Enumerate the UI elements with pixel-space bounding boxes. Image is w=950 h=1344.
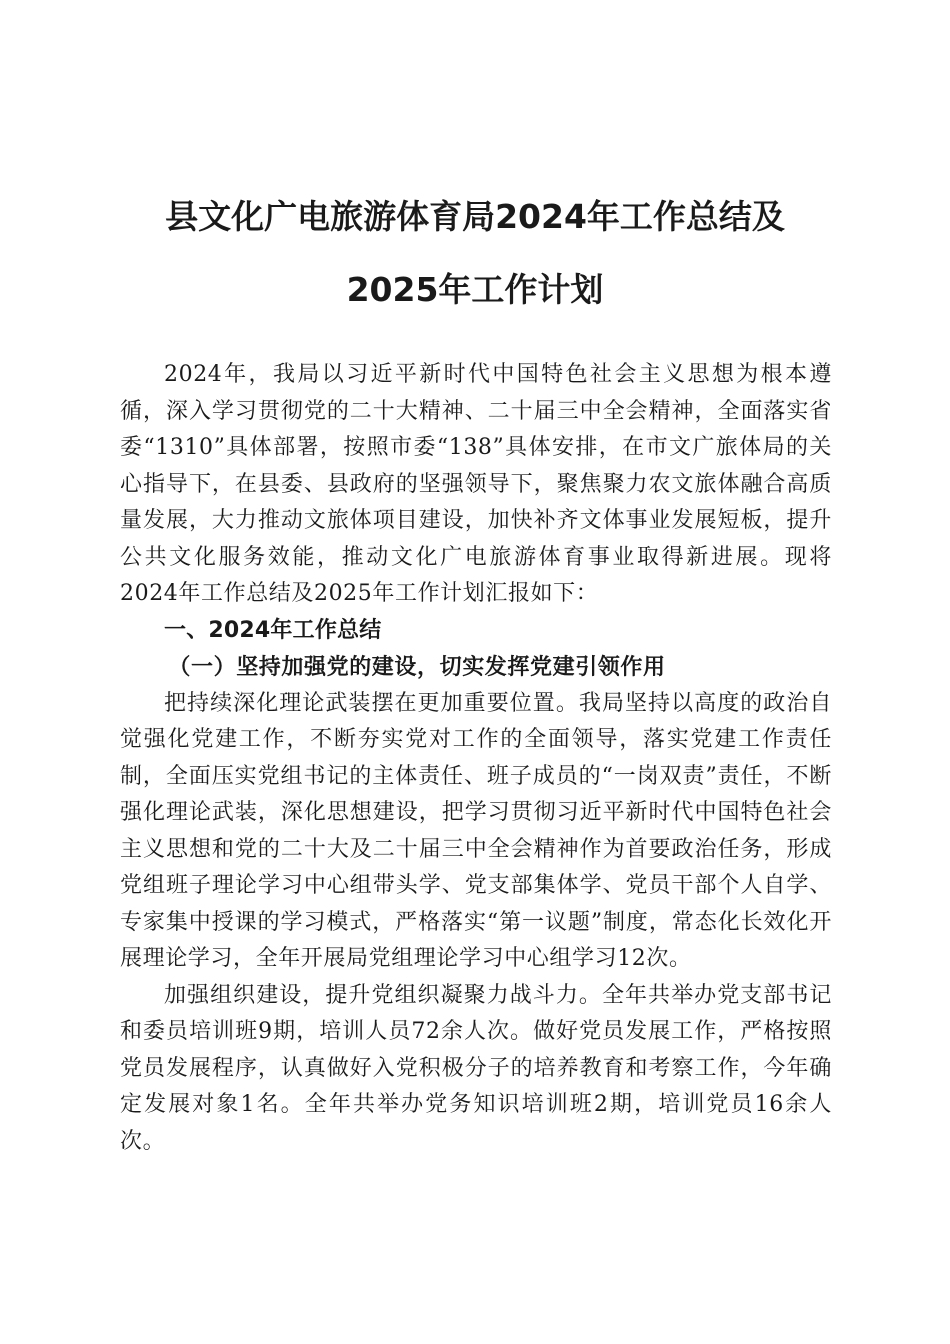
body-paragraph-2: 加强组织建设，提升党组织凝聚力战斗力。全年共举办党支部书记和委员培训班9期，培训人员72余人次。做好党员发展工作，严格按照党员发展程序，认真做好入党积极分子的培养教育和考察工作，今年确定发展对象1名。全年共举办党务知识培训班2期，培训党员16余人次。 [120, 982, 832, 1154]
document-body [120, 357, 832, 1160]
section-heading: 一、2024年工作总结 [164, 617, 382, 643]
body-paragraph-1: 把持续深化理论武装摆在更加重要位置。我局坚持以高度的政治自觉强化党建工作，不断夯实党对工作的全面领导，落实党建工作责任制，全面压实党组书记的主体责任、班子成员的“一岗双责”责任，不断强化理论武装，深化思想建设，把学习贯彻习近平新时代中国特色社会主义思想和党的二十大及二十届三中全会精神作为首要政治任务，形成党组班子理论学习中心组带头学、党支部集体学、党员干部个人自学、专家集中授课的学习模式，严格落实“第一议题”制度，常态化长效化开展理论学习，全年开展局党组理论学习中心组学习12次。 [120, 690, 832, 971]
document-title-line-1: 县文化广电旅游体育局2024年工作总结及 [165, 197, 785, 236]
document-title-line-2: 2025年工作计划 [346, 270, 604, 309]
subsection-heading: （一）坚持加强党的建设，切实发挥党建引领作用 [168, 654, 666, 680]
intro-paragraph: 2024年，我局以习近平新时代中国特色社会主义思想为根本遵循，深入学习贯彻党的二十大精神、二十届三中全会精神，全面落实省委“1310”具体部署，按照市委“138”具体安排，在市文广旅体局的关心指导下，在县委、县政府的坚强领导下，聚焦聚力农文旅体融合高质量发展，大力推动文旅体项目建设，加快补齐文体事业发展短板，提升公共文化服务效能，推动文化广电旅游体育事业取得新进展。现将2024年工作总结及2025年工作计划汇报如下： [120, 362, 832, 606]
